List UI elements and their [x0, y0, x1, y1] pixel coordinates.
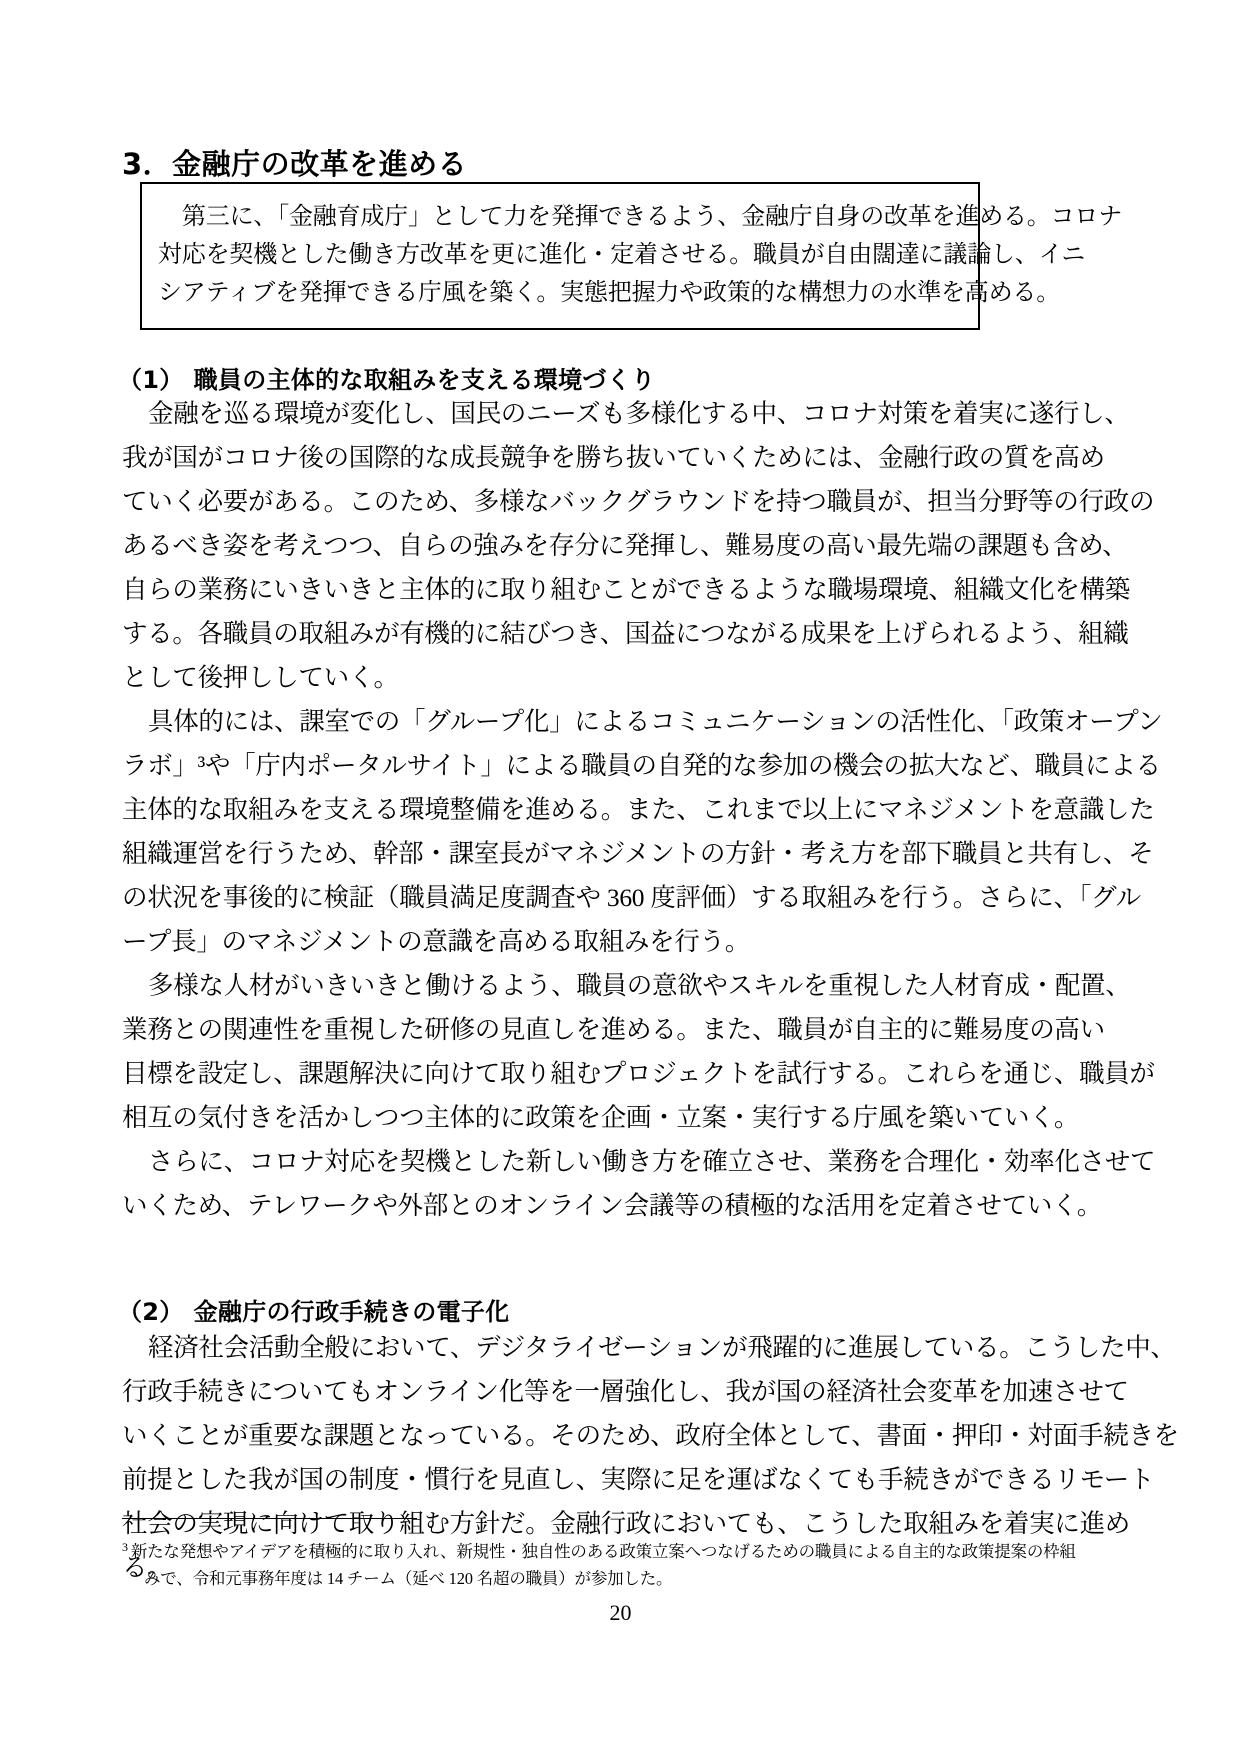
footnote-line: みで、令和元事務年度は 14 チーム（延べ 120 名超の職員）が参加した。 [144, 1569, 673, 1588]
section-title: 職員の主体的な取組みを支える環境づくり [193, 365, 656, 394]
paragraph [122, 392, 1155, 700]
paragraph [122, 964, 1155, 1140]
text-line: 主体的な取組みを支える環境整備を進める。また、これまで以上にマネジメントを意識した [122, 795, 1155, 824]
text-line: 組織運営を行うため、幹部・課室長がマネジメントの方針・考え方を部下職員と共有し、そ [122, 839, 1154, 868]
text-line: さらに、コロナ対応を契機とした新しい働き方を確立させ、業務を合理化・効率化させて [148, 1147, 1156, 1176]
text-line: として後押ししていく。 [122, 663, 399, 692]
text-line: あるべき姿を考えつつ、自らの強みを存分に発揮し、難易度の高い最先端の課題も含め、 [122, 531, 1128, 560]
page-number: 20 [609, 1600, 632, 1625]
footnote-text: 新たな発想やアイデアを積極的に取り入れ、新規性・独自性のある政策立案へつなげるための職員による自主的な政策提案の枠組 [130, 1542, 1076, 1561]
text-line: 金融を巡る環境が変化し、国民のニーズも多様化する中、コロナ対策を着実に遂行し、 [148, 399, 1130, 428]
section-number: （2） [118, 1297, 184, 1326]
section-heading-1 [118, 360, 655, 395]
text-line: る。 [122, 1553, 173, 1582]
text-line: ープ長」のマネジメントの意識を高める取組みを行う。 [122, 927, 750, 956]
text-line: の状況を事後的に検証（職員満足度調査や 360 度評価）する取組みを行う。さらに、「グル [122, 883, 1141, 912]
summary-line: シアティブを発揮できる庁風を築く。実態把握力や政策的な構想力の水準を高める。 [158, 280, 1060, 306]
summary-box [140, 182, 1122, 330]
footnote-marker: 3 [122, 1539, 128, 1554]
text-line: 相互の気付きを活かしつつ主体的に政策を企画・立案・実行する庁風を築いていく。 [122, 1103, 1080, 1132]
paragraph [122, 1140, 1156, 1228]
section-number: （1） [118, 365, 184, 394]
text-line: する。各職員の取組みが有機的に結びつき、国益につながる成果を上げられるよう、組織 [122, 619, 1129, 648]
text-line: ラボ」³や「庁内ポータルサイト」による職員の自発的な参加の機会の拡大など、職員による [122, 751, 1161, 780]
text-line: 前提とした我が国の制度・慣行を見直し、実際に足を運ばなくても手続きができるリモート [122, 1465, 1155, 1494]
paragraph [122, 700, 1163, 964]
text-line: いくことが重要な課題となっている。そのため、政府全体として、書面・押印・対面手続きを [122, 1421, 1179, 1450]
footnote-separator [122, 1518, 417, 1519]
text-line: いくため、テレワークや外部とのオンライン会議等の積極的な活用を定着させていく。 [122, 1191, 1102, 1220]
text-line: 業務との関連性を重視した研修の見直しを進める。また、職員が自主的に難易度の高い [122, 1015, 1105, 1044]
summary-line: 対応を契機とした働き方改革を更に進化・定着させる。職員が自由闊達に議論し、イニ [158, 242, 1086, 268]
text-line: 多様な人材がいきいきと働けるよう、職員の意欲やスキルを重視した人材育成・配置、 [148, 971, 1131, 1000]
text-line: 自らの業務にいきいきと主体的に取り組むことができるような職場環境、組織文化を構築 [122, 575, 1131, 604]
text-line: 経済社会活動全般において、デジタライゼーションが飛躍的に進展している。こうした中、 [148, 1333, 1176, 1362]
page-content [118, 0, 1179, 1754]
summary-line: 第三に、「金融育成庁」として力を発揮できるよう、金融庁自身の改革を進める。コロナ [182, 204, 1122, 230]
text-line: 具体的には、課室での「グループ化」によるコミュニケーションの活性化、「政策オープン [148, 707, 1163, 736]
text-line: 目標を設定し、課題解決に向けて取り組むプロジェクトを試行する。これらを通じ、職員が [122, 1059, 1155, 1088]
text-line: 社会の実現に向けて取り組む方針だ。金融行政においても、こうした取組みを着実に進め [122, 1509, 1131, 1538]
main-heading: 3．金融庁の改革を進める [122, 147, 468, 182]
text-line: ていく必要がある。このため、多様なバックグラウンドを持つ職員が、担当分野等の行政の [122, 487, 1155, 516]
section-heading-2 [118, 1292, 510, 1327]
text-line: 我が国がコロナ後の国際的な成長競争を勝ち抜いていくためには、金融行政の質を高め [122, 443, 1105, 472]
footnote-line [122, 1538, 1122, 1565]
footnote-area [122, 1538, 1122, 1592]
text-line: 行政手続きについてもオンライン化等を一層強化し、我が国の経済社会変革を加速させて [122, 1377, 1129, 1406]
section-title: 金融庁の行政手続きの電子化 [193, 1297, 510, 1326]
